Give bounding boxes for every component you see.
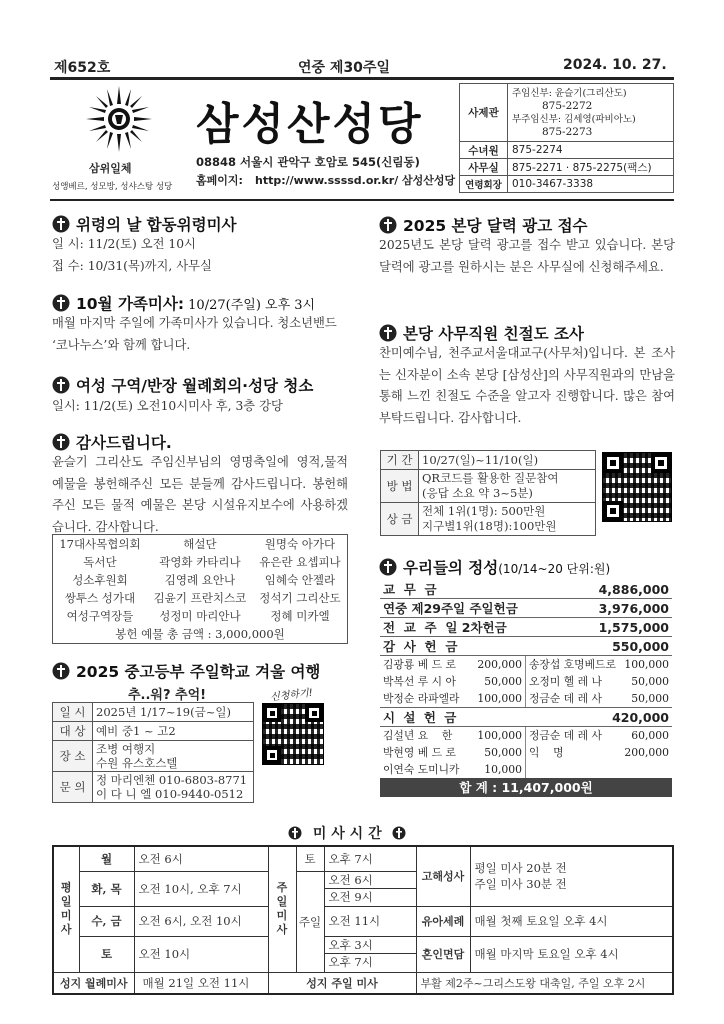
calendar-ad-title: 2025 본당 달력 광고 접수 bbox=[379, 214, 588, 236]
offering-row bbox=[380, 599, 672, 618]
saturday-label: 토 bbox=[296, 846, 324, 871]
shrine-monthly-label: 성지 월례미사 bbox=[53, 972, 134, 994]
shrine-sunday-label: 성지 주일 미사 bbox=[268, 972, 416, 994]
weekday-time: 오전 6시, 오전 10시 bbox=[134, 906, 268, 936]
offering-row bbox=[380, 618, 672, 637]
women-meeting-title: 여성 구역/반장 월례회의·성당 청소 bbox=[52, 374, 313, 396]
homepage-label: 홈페이지: bbox=[196, 174, 243, 187]
survey-info-label: 상 금 bbox=[381, 503, 419, 536]
offering-amount: 4,886,000 bbox=[598, 582, 669, 597]
trip-info-value: 2025년 1/17~19(금~일) bbox=[93, 703, 254, 722]
trip-info-value: 조병 여행지 수원 유스호스텔 bbox=[93, 741, 254, 772]
trip-info-row bbox=[53, 703, 254, 722]
convent-tel: 875-2274 bbox=[508, 142, 674, 159]
offering-label: 전 교 주 일 2차헌금 bbox=[383, 620, 507, 635]
weekday-day: 수, 금 bbox=[79, 906, 134, 936]
trip-info-label: 대 상 bbox=[53, 722, 93, 741]
facility-offering-row: 시 설 헌 금 420,000 bbox=[380, 708, 672, 727]
trip-info-label: 일 시 bbox=[53, 703, 93, 722]
donor-cell: 성정미 마리안나 bbox=[159, 609, 241, 623]
homepage-link[interactable]: http://www.ssssd.or.kr/ 삼성산성당 bbox=[255, 174, 456, 187]
donor-amount: 50,000 bbox=[631, 675, 669, 688]
donor-cell: 김영례 요안나 bbox=[164, 573, 236, 587]
cross-icon bbox=[379, 558, 397, 576]
sunday-time: 오후 7시 bbox=[328, 955, 373, 969]
offering-donor bbox=[526, 673, 672, 690]
calendar-ad-body: 2025년도 본당 달력 광고를 접수 받고 있습니다. 본당 달력에 광고를 원하시는 분은 사무실에 신청해주세요. bbox=[379, 238, 675, 274]
convent-label: 수녀원 bbox=[460, 142, 508, 159]
cross-icon bbox=[52, 662, 70, 680]
cross-icon bbox=[379, 324, 397, 342]
donor-cell: 독서단 bbox=[83, 555, 117, 569]
weekday-time: 오전 10시 bbox=[134, 936, 268, 972]
family-mass-title: 10월 가족미사: 10/27(주일) 오후 3시 bbox=[52, 292, 315, 314]
parish-patrons: 성앵베르, 성모방, 성샤스탕 성당 bbox=[52, 182, 173, 192]
survey-info-row bbox=[381, 503, 596, 536]
offering-donor bbox=[526, 744, 672, 761]
survey-info-row bbox=[381, 470, 596, 503]
offering-row bbox=[380, 637, 672, 656]
confession-times: 평일 미사 20분 전 주일 미사 30분 전 bbox=[470, 846, 673, 906]
donor-amount: 100,000 bbox=[477, 692, 522, 705]
weekday-time: 오전 10시, 오후 7시 bbox=[134, 871, 268, 906]
donor-cell: 임혜숙 안젤라 bbox=[264, 573, 336, 587]
donation-total: 봉헌 예물 총 금액 : 3,000,000원 bbox=[115, 627, 285, 641]
women-meeting-body: 일시: 11/2(토) 오전10시미사 후, 3층 강당 bbox=[52, 399, 283, 413]
weekday-day: 화, 목 bbox=[79, 871, 134, 906]
donor-name: 오정미 헬 레 나 bbox=[529, 675, 602, 688]
shrine-sunday-time: 부활 제2주~그리스도왕 대축일, 주일 오후 2시 bbox=[416, 972, 673, 994]
donor-name: 박정순 라파엘라 bbox=[383, 692, 460, 705]
signup-label: 신청하기! bbox=[269, 687, 314, 704]
memorial-mass-time: 일 시: 11/2(토) 오전 10시 bbox=[52, 237, 196, 251]
saturday-time: 오후 7시 bbox=[324, 846, 416, 871]
sunday-label: 주일 bbox=[296, 871, 324, 972]
donor-cell: 유은란 요셉피나 bbox=[259, 555, 341, 569]
donor-name: 익 명 bbox=[529, 746, 564, 759]
weekday-time: 오전 6시 bbox=[134, 846, 268, 871]
survey-qr-code[interactable] bbox=[602, 452, 672, 522]
donor-cell: 17대사목협의회 bbox=[59, 537, 141, 551]
cross-icon bbox=[288, 826, 302, 840]
donor-name: 박복선 루 시 아 bbox=[383, 675, 456, 688]
sunday-time: 오전 11시 bbox=[324, 906, 416, 936]
grand-total: 합 계 : 11,407,000원 bbox=[380, 778, 672, 797]
donor-cell: 여성구역장들 bbox=[66, 609, 134, 623]
trip-info-value: 정 마리엔첸 010-6803-8771 이 다 니 엘 010-9440-0512 bbox=[93, 772, 254, 803]
donor-amount: 200,000 bbox=[477, 658, 522, 671]
donor-name: 정금순 데 레 사 bbox=[529, 692, 602, 705]
cross-icon bbox=[52, 294, 70, 312]
parish-name: 삼성산성당 bbox=[196, 99, 424, 150]
donor-amount: 100,000 bbox=[624, 658, 669, 671]
offering-donor bbox=[380, 727, 525, 744]
rectory-label: 사제관 bbox=[460, 84, 508, 142]
donor-amount: 60,000 bbox=[631, 729, 669, 742]
assistant-tel: 875-2273 bbox=[542, 125, 593, 138]
offering-row bbox=[380, 580, 672, 599]
donor-name: 박현영 베 드 로 bbox=[383, 746, 456, 759]
pastor: 주임신부: 윤슬기(그리산도) bbox=[512, 87, 627, 99]
shrine-monthly-time: 매월 21일 오전 11시 bbox=[134, 972, 268, 994]
trip-info-row bbox=[53, 741, 254, 772]
donor-cell: 곽영화 카타리나 bbox=[159, 555, 241, 569]
survey-table bbox=[380, 450, 596, 536]
council-label: 연령회장 bbox=[460, 176, 508, 193]
winter-trip-subtitle: 추..워? 추억! bbox=[128, 688, 207, 703]
survey-info-label: 방 법 bbox=[381, 470, 419, 503]
winter-trip-title: 2025 중고등부 주일학교 겨울 여행 bbox=[52, 660, 320, 682]
offering-block bbox=[380, 580, 672, 797]
issue-date: 2024. 10. 27. bbox=[563, 57, 667, 73]
family-mass-body: 매월 마지막 주일에 가족미사가 있습니다. 청소년밴드 ‘코나누스’와 함께 합니다. bbox=[52, 316, 337, 352]
trip-info-row bbox=[53, 772, 254, 803]
survey-info-value: 10/27(일)~11/10(일) bbox=[419, 451, 596, 470]
offering-donor bbox=[526, 727, 672, 744]
offering-title: 우리들의 정성(10/14~20 단위:원) bbox=[379, 556, 610, 578]
thanks-title: 감사드립니다. bbox=[52, 431, 172, 453]
donor-amount: 50,000 bbox=[631, 692, 669, 705]
offering-donor bbox=[380, 761, 525, 778]
trip-info-value: 예비 중1 ~ 고2 bbox=[93, 722, 254, 741]
parish-logo bbox=[84, 84, 154, 154]
offering-donor bbox=[526, 761, 672, 778]
contacts-table bbox=[459, 83, 674, 193]
survey-title: 본당 사무직원 친절도 조사 bbox=[379, 322, 584, 344]
confession-label: 고해성사 bbox=[416, 846, 470, 906]
offering-label: 감 사 헌 금 bbox=[383, 639, 458, 654]
pastor-tel: 875-2272 bbox=[542, 99, 593, 112]
donor-amount: 50,000 bbox=[484, 675, 522, 688]
donor-name: 김설년 요 한 bbox=[383, 729, 453, 742]
cross-icon bbox=[52, 215, 70, 233]
donor-cell: 김윤기 프란치스코 bbox=[153, 591, 247, 605]
donor-amount: 10,000 bbox=[484, 763, 522, 776]
donor-name: 송장섭 호명베드로 bbox=[529, 658, 616, 671]
cross-icon bbox=[379, 216, 397, 234]
donor-cell: 해설단 bbox=[183, 537, 217, 551]
issue-number: 제652호 bbox=[54, 60, 111, 76]
donor-cell: 원명숙 아가다 bbox=[264, 537, 336, 551]
assistant-pastor: 부주임신부: 김세영(파비아노) bbox=[512, 113, 636, 125]
weekday-day: 월 bbox=[79, 846, 134, 871]
offering-amount: 3,976,000 bbox=[598, 601, 669, 616]
survey-body: 찬미예수님, 천주교서울대교구(사무처)입니다. 본 조사는 신자분이 소속 본당 [삼성산]의 사무직원과의 만남을 통해 느낀 친절도 수준을 알고자 진행합니다. 많은 참여부탁드립니다. 감사합니다. bbox=[379, 346, 675, 425]
donor-amount: 100,000 bbox=[477, 729, 522, 742]
offering-donor bbox=[380, 744, 525, 761]
donor-cell: 정혜 미카엘 bbox=[270, 609, 330, 623]
wedding-interview-label: 혼인면담 bbox=[416, 936, 470, 972]
weekday-day: 토 bbox=[79, 936, 134, 972]
donor-row bbox=[53, 607, 348, 625]
survey-info-row bbox=[381, 451, 596, 470]
donor-amount: 50,000 bbox=[484, 746, 522, 759]
survey-info-value: QR코드를 활용한 질문참여 (응답 소요 약 3~5분) bbox=[419, 470, 596, 503]
winter-trip-qr-code[interactable] bbox=[262, 703, 324, 765]
mass-schedule-table bbox=[52, 845, 674, 995]
thanks-body: 윤슬기 그리산도 주임신부님의 영명축일에 영적,물적 예물을 봉헌해주신 모든 분들께 감사드립니다. 봉헌해주신 모든 물적 예물은 본당 시설유지보수에 사용하겠습니다. 감사합니다. bbox=[52, 455, 348, 534]
sunday-mass-label: 주일미사 bbox=[268, 846, 296, 972]
cross-icon bbox=[392, 826, 406, 840]
offering-amount: 550,000 bbox=[612, 639, 669, 654]
donors-table bbox=[52, 534, 348, 644]
donor-name: 정금순 데 레 사 bbox=[529, 729, 602, 742]
trip-info-label: 장 소 bbox=[53, 741, 93, 772]
offering-donor bbox=[380, 656, 525, 673]
survey-info-value: 전체 1위(1명): 500만원 지구별1위(18명):100만원 bbox=[419, 503, 596, 536]
parish-address: 08848 서울시 관악구 호암로 545(신림동) bbox=[196, 155, 420, 169]
donor-row bbox=[53, 535, 348, 554]
council-tel: 010-3467-3338 bbox=[508, 176, 674, 193]
winter-trip-table bbox=[52, 702, 254, 803]
weekday-mass-label: 평일미사 bbox=[53, 846, 79, 972]
liturgical-week: 연중 제30주일 bbox=[298, 60, 390, 76]
infant-baptism-label: 유아세례 bbox=[416, 906, 470, 936]
office-label: 사무실 bbox=[460, 159, 508, 176]
sunday-time: 오후 3시 bbox=[325, 937, 416, 954]
offering-label: 연중 제29주일 주일헌금 bbox=[383, 601, 518, 616]
offering-donor bbox=[526, 690, 672, 707]
offering-amount: 1,575,000 bbox=[598, 620, 669, 635]
cross-icon bbox=[52, 433, 70, 451]
donor-row bbox=[53, 589, 348, 607]
donor-cell: 정석기 그리산도 bbox=[259, 591, 341, 605]
offering-label: 교 무 금 bbox=[383, 582, 437, 597]
memorial-mass-title: 위령의 날 합동위령미사 bbox=[52, 213, 237, 235]
mass-schedule-title: 미 사 시 간 bbox=[288, 823, 406, 843]
donor-cell: 쌍투스 성가대 bbox=[64, 591, 136, 605]
donor-cell: 성소후원회 bbox=[72, 573, 128, 587]
sunday-time: 오전 6시 bbox=[325, 872, 416, 889]
sunday-time: 오전 9시 bbox=[328, 889, 373, 904]
survey-info-label: 기 간 bbox=[381, 451, 419, 470]
offering-donor bbox=[380, 673, 525, 690]
office-tel: 875-2271 · 875-2275(팩스) bbox=[508, 159, 674, 176]
donor-name: 이연숙 도미니카 bbox=[383, 763, 460, 776]
donor-name: 김광룡 베 드 로 bbox=[383, 658, 456, 671]
donor-amount: 200,000 bbox=[624, 746, 669, 759]
memorial-mass-register: 접 수: 10/31(목)까지, 사무실 bbox=[52, 258, 212, 273]
wedding-interview-time: 매월 마지막 토요일 오후 4시 bbox=[470, 936, 673, 972]
infant-baptism-time: 매월 첫째 토요일 오후 4시 bbox=[470, 906, 673, 936]
donor-row bbox=[53, 553, 348, 571]
cross-icon bbox=[52, 376, 70, 394]
donor-row bbox=[53, 571, 348, 589]
parish-motto: 삼위일체 bbox=[89, 162, 132, 175]
offering-donor bbox=[380, 690, 525, 707]
trip-info-row bbox=[53, 722, 254, 741]
offering-donor bbox=[526, 656, 672, 673]
trip-info-label: 문 의 bbox=[53, 772, 93, 803]
